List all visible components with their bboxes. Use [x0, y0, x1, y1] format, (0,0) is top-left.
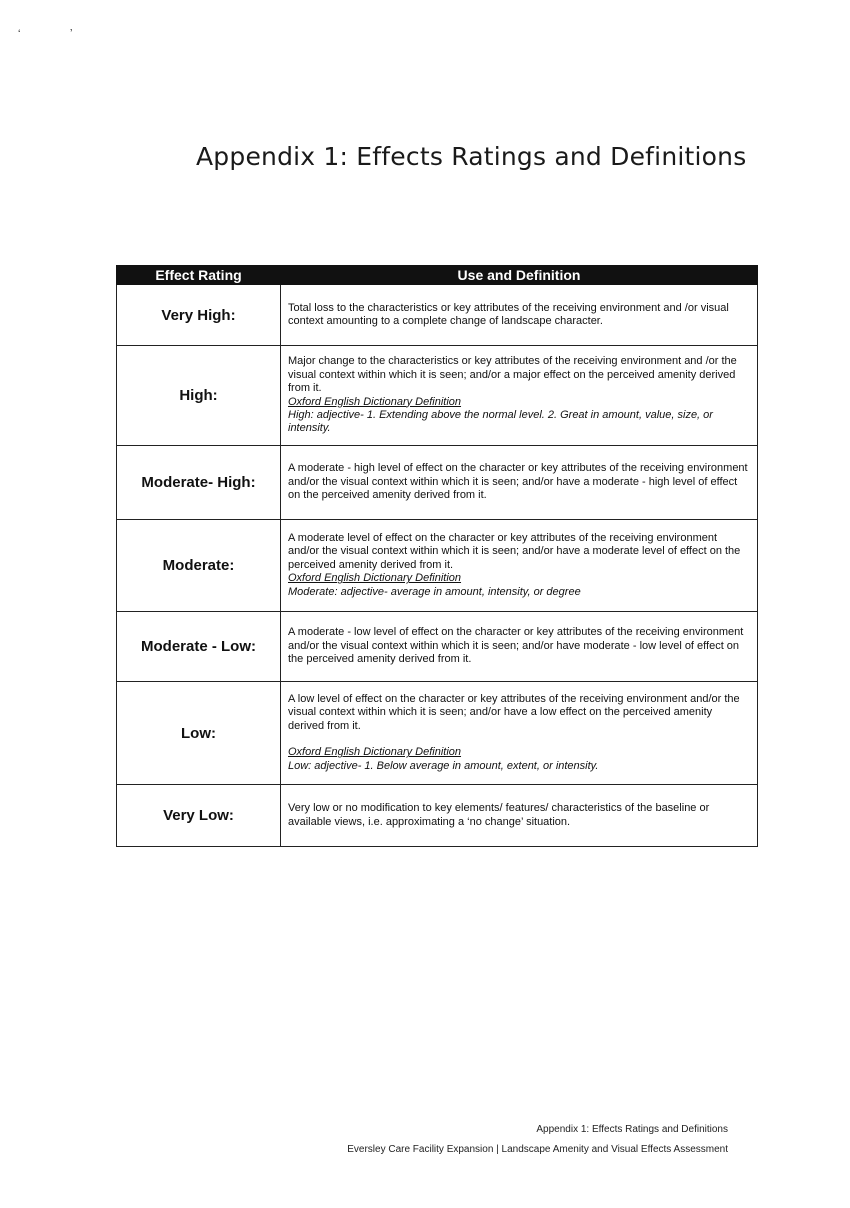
- definition-very-high: [281, 285, 758, 346]
- header-use-and-definition: Use and Definition: [281, 266, 758, 285]
- definition-low: [281, 682, 758, 785]
- header-effect-rating: Effect Rating: [117, 266, 281, 285]
- definition-very-low: [281, 785, 758, 847]
- definition-text: Major change to the characteristics or key attributes of the receiving environment and /or the visual context within which it is seen; and/or a major effect on the perceived amenity derived from it.: [288, 355, 737, 395]
- definition-text: A low level of effect on the character or key attributes of the receiving environment and/or the visual context within which it is seen; and/or have a low effect on the perceived amenity derived from it.: [288, 692, 740, 732]
- rating-very-low: Very Low:: [117, 785, 281, 847]
- oed-definition-link[interactable]: Oxford English Dictionary Definition: [288, 572, 462, 585]
- table-row: [117, 285, 758, 346]
- definition-moderate-high: [281, 446, 758, 520]
- oed-entry: Low: adjective- 1. Below average in amount, extent, or intensity.: [288, 759, 599, 772]
- table-row: [117, 612, 758, 682]
- definition-text: A moderate level of effect on the character or key attributes of the receiving environment and/or the visual context within which it is seen; and/or have a moderate level of effect on the perceived amenity derived from it.: [288, 531, 741, 571]
- definition-moderate: [281, 520, 758, 612]
- rating-high: High:: [117, 346, 281, 446]
- definition-text: A moderate - high level of effect on the character or key attributes of the receiving environment and/or the visual context within which it is seen; and/or have a moderate - high level of effect on the perceived amenity derived from it.: [288, 462, 748, 502]
- table-row: [117, 785, 758, 847]
- effects-ratings-table: [116, 265, 758, 847]
- rating-moderate: Moderate:: [117, 520, 281, 612]
- definition-text: Very low or no modification to key elements/ features/ characteristics of the baseline or available views, i.e. approximating a ‘no change’ situation.: [288, 802, 710, 828]
- oed-definition-link[interactable]: Oxford English Dictionary Definition: [288, 395, 462, 408]
- footer-appendix-title: Appendix 1: Effects Ratings and Definitions: [536, 1124, 728, 1135]
- oed-definition-link[interactable]: Oxford English Dictionary Definition: [288, 746, 462, 759]
- rating-very-high: Very High:: [117, 285, 281, 346]
- rating-moderate-low: Moderate - Low:: [117, 612, 281, 682]
- table-row: [117, 682, 758, 785]
- rating-low: Low:: [117, 682, 281, 785]
- rating-moderate-high: Moderate- High:: [117, 446, 281, 520]
- definition-moderate-low: [281, 612, 758, 682]
- definition-high: [281, 346, 758, 446]
- footer-project-title: Eversley Care Facility Expansion | Landscape Amenity and Visual Effects Assessment: [347, 1144, 728, 1155]
- scan-mark: ‘: [18, 28, 21, 40]
- table-header-row: [117, 266, 758, 285]
- definition-text: Total loss to the characteristics or key attributes of the receiving environment and /or visual context amounting to a complete change of landscape character.: [288, 301, 729, 327]
- definition-text: A moderate - low level of effect on the character or key attributes of the receiving environment and/or the visual context within which it is seen; and/or have moderate - low level of effect on the perceived amenity derived from it.: [288, 626, 744, 666]
- oed-entry: High: adjective- 1. Extending above the normal level. 2. Great in amount, value, size, or intensity.: [288, 408, 713, 435]
- table-row: [117, 520, 758, 612]
- paragraph-gap: [288, 733, 749, 746]
- table-row: [117, 446, 758, 520]
- scan-mark: ʼ: [70, 28, 73, 40]
- oed-entry: Moderate: adjective- average in amount, intensity, or degree: [288, 585, 581, 598]
- page-title: Appendix 1: Effects Ratings and Definitions: [196, 142, 747, 171]
- table-row: [117, 346, 758, 446]
